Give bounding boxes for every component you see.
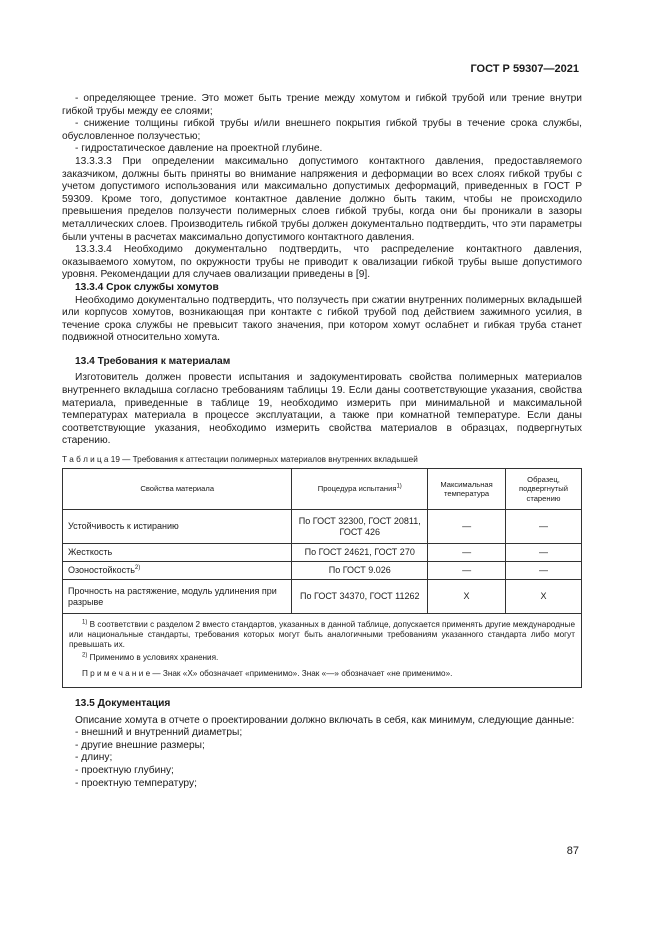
cell-aged: — [506, 544, 582, 562]
list-item: - внешний и внутренний диаметры; [75, 727, 243, 739]
cell-property: Жесткость [63, 544, 292, 562]
paragraph-13-3-3-3: 13.3.3.3 При определении максимально допустимого контактного давления, предоставляемого заказчиком, должны быть приняты во внимание напряжения и деформации во всех слоях гибкой трубы с учетом допустимого использования или максимально допустимых деформаций, приведенных в ГОСТ Р 59309. Кроме того, допустимое контактное давление должно быть таким, чтобы не происходило превышения пределов ползучести полимерных слоев гибкой трубы, когда они бы проникали в зазоры металлических слоев. Производитель гибкой трубы должен документально подтвердить, что эти параметры были учтены в расчетах максимально допустимого контактного давления. [62, 155, 582, 243]
header-aged: Образец, подвергнутый старению [506, 469, 582, 510]
header-procedure: Процедура испытания$^{1)}$ [292, 469, 428, 510]
paragraph-13-3-3-4: 13.3.3.4 Необходимо документально подтвердить, что распределение контактного давления, оказываемого хомутом, по окружности трубы не приводит к овализации гибкой трубы выше допустимого уровня. Рекомендации для случаев овализации приведены в [9]. [62, 244, 582, 281]
list-item: - другие внешние размеры; [75, 739, 205, 751]
list-item: - длину; [75, 752, 113, 764]
table-header-row [63, 469, 582, 510]
cell-aged: — [506, 562, 582, 580]
cell-property: Устойчивость к истиранию [63, 510, 292, 544]
table-row [63, 544, 582, 562]
cell-max-temp: X [428, 580, 506, 614]
heading-13-4: 13.4 Требования к материалам [75, 355, 231, 367]
requirements-table [62, 468, 582, 688]
cell-max-temp: — [428, 562, 506, 580]
table-footnotes-row [63, 614, 582, 688]
footnote-1: $^{1)}$ В соответствии с разделом 2 вместо стандартов, указанных в данной таблице, допускается применять другие международные или национальные стандарты, требования которых могут быть аналогичными требованиям указанного стандарта либо могут превышать их. [69, 619, 575, 650]
table-caption [62, 454, 582, 465]
table-footnotes [63, 614, 582, 688]
heading-13-3-4: 13.3.4 Срок службы хомутов [75, 281, 219, 293]
table-row [63, 580, 582, 614]
list-item: - проектную температуру; [75, 777, 197, 789]
cell-property: Озоностойкость$^{2)}$ [63, 562, 292, 580]
cell-max-temp: — [428, 510, 506, 544]
paragraph-13-5: Описание хомута в отчете о проектировании должно включать в себя, как минимум, следующие данные: [75, 714, 575, 726]
cell-aged: — [506, 510, 582, 544]
table-caption-text: 19 — Требования к аттестации полимерных материалов внутренних вкладышей [110, 455, 418, 465]
list-item: - проектную глубину; [75, 765, 174, 776]
table-row [63, 562, 582, 580]
list-item: - снижение толщины гибкой трубы и/или внешнего покрытия гибкой трубы в течение срока службы, обусловленное ползучестью; [62, 118, 582, 142]
cell-max-temp: — [428, 544, 506, 562]
cell-property: Прочность на растяжение, модуль удлинения при разрыве [63, 580, 292, 614]
list-item: - гидростатическое давление на проектной глубине. [75, 143, 323, 155]
page-content [62, 93, 582, 790]
paragraph-13-3-4: Необходимо документально подтвердить, что ползучесть при сжатии внутренних полимерных вкладышей или корпусов хомутов, возникающая при контакте с гибкой трубой под действием зажимного усилия, в течение срока службы не превысит такого значения, при котором хомут ослабнет и гибкая труба станет подвижной относительно хомута. [62, 294, 582, 344]
standard-header: ГОСТ Р 59307—2021 [470, 63, 579, 75]
cell-aged: X [506, 580, 582, 614]
cell-procedure: По ГОСТ 9.026 [292, 562, 428, 580]
cell-procedure: По ГОСТ 34370, ГОСТ 11262 [292, 580, 428, 614]
cell-procedure: По ГОСТ 24621, ГОСТ 270 [292, 544, 428, 562]
paragraph-13-4: Изготовитель должен провести испытания и задокументировать свойства полимерных материалов внутреннего вкладыша согласно требованиям таблицы 19. Если даны соответствующие указания, свойства материала, приведенные в таблице 19, необходимо измерить при минимальной и максимальной температурах материала в процессе эксплуатации, а также при комнатной температуре. Если даны соответствующие указания, необходимо измерить свойства материалов в образцах, подвергнутых старению. [62, 372, 582, 447]
header-property: Свойства материала [63, 469, 292, 510]
page-number: 87 [566, 845, 579, 857]
heading-13-5: 13.5 Документация [75, 698, 171, 710]
table-row [63, 510, 582, 544]
cell-procedure: По ГОСТ 32300, ГОСТ 20811, ГОСТ 426 [292, 510, 428, 544]
list-item: - определяющее трение. Это может быть трение между хомутом и гибкой трубой или трение внутри гибкой трубы между ее слоями; [62, 93, 582, 117]
table-caption-label: Т а б л и ц а [62, 455, 109, 465]
footnote-2: $^{2)}$ Применимо в условиях хранения. [82, 652, 219, 663]
table-note: П р и м е ч а н и е — Знак «X» обозначает «применимо». Знак «—» обозначает «не применимо». [82, 669, 453, 679]
header-max-temp: Максимальная температура [428, 469, 506, 510]
